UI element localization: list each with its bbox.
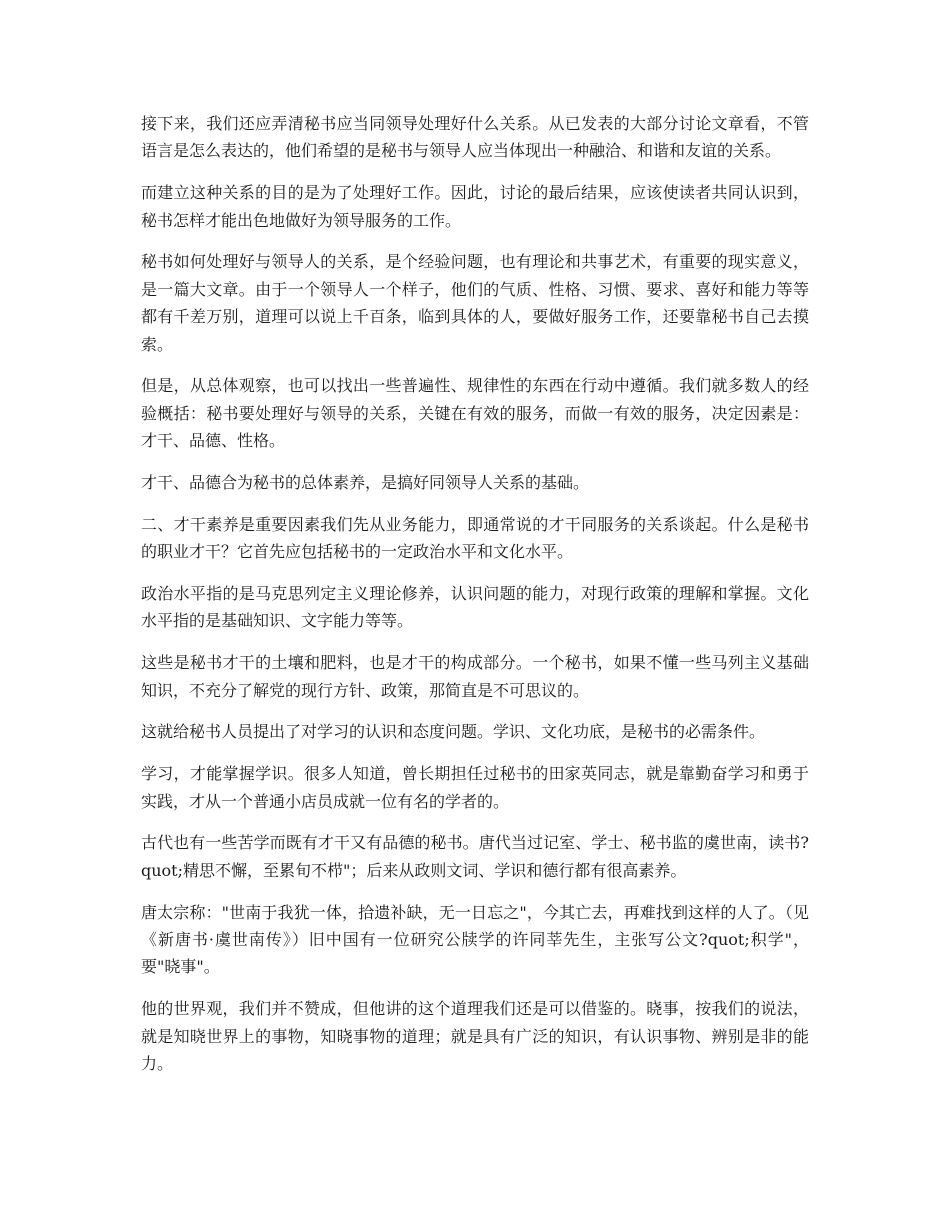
paragraph: 但是，从总体观察，也可以找出一些普遍性、规律性的东西在行动中遵循。我们就多数人的经验概括：秘书要处理好与领导的关系，关键在有效的服务，而做一有效的服务，决定因素是：才干、品德、性格。 [141, 376, 809, 451]
paragraph: 而建立这种关系的目的是为了处理好工作。因此，讨论的最后结果，应该使读者共同认识到，秘书怎样才能出色地做好为领导服务的工作。 [141, 183, 809, 230]
paragraph: 这些是秘书才干的土壤和肥料，也是才干的构成部分。一个秘书，如果不懂一些马列主义基础知识，不充分了解党的现行方针、政策，那简直是不可思议的。 [141, 653, 809, 700]
paragraph: 政治水平指的是马克思列定主义理论修养，认识问题的能力，对现行政策的理解和掌握。文化水平指的是基础知识、文字能力等等。 [141, 584, 809, 631]
paragraph: 他的世界观，我们并不赞成，但他讲的这个道理我们还是可以借鉴的。晓事，按我们的说法，就是知晓世界上的事物，知晓事物的道理；就是具有广泛的知识，有认识事物、辨别是非的能力。 [141, 999, 809, 1074]
document-body [141, 110, 809, 1092]
paragraph: 学习，才能掌握学识。很多人知道，曾长期担任过秘书的田家英同志，就是靠勤奋学习和勇于实践，才从一个普通小店员成就一位有名的学者的。 [141, 764, 809, 811]
paragraph: 才干、品德合为秘书的总体素养，是搞好同领导人关系的基础。 [141, 473, 590, 493]
paragraph: 接下来，我们还应弄清秘书应当同领导处理好什么关系。从已发表的大部分讨论文章看，不管语言是怎么表达的，他们希望的是秘书与领导人应当体现出一种融洽、和谐和友谊的关系。 [141, 114, 809, 161]
paragraph: 古代也有一些苦学而既有才干又有品德的秘书。唐代当过记室、学士、秘书监的虞世南，读书?quot;精思不懈，至累旬不栉"；后来从政则文词、学识和德行都有很高素养。 [141, 833, 809, 880]
paragraph: 二、才干素养是重要因素我们先从业务能力，即通常说的才干同服务的关系谈起。什么是秘书的职业才干？它首先应包括秘书的一定政治水平和文化水平。 [141, 514, 809, 562]
paragraph: 唐太宗称："世南于我犹一体，拾遗补缺，无一日忘之"，今其亡去，再难找到这样的人了。（见《新唐书·虞世南传》）旧中国有一位研究公牍学的许同莘先生，主张写公文?quot;积学"，要"晓事"。 [141, 902, 809, 977]
paragraph: 秘书如何处理好与领导人的关系，是个经验问题，也有理论和共事艺术，有重要的现实意义，是一篇大文章。由于一个领导人一个样子，他们的气质、性格、习惯、要求、喜好和能力等等都有千差万别，道理可以说上千百条，临到具体的人，要做好服务工作，还要靠秘书自己去摸索。 [141, 252, 809, 354]
paragraph: 这就给秘书人员提出了对学习的认识和态度问题。学识、文化功底，是秘书的必需条件。 [141, 722, 766, 742]
